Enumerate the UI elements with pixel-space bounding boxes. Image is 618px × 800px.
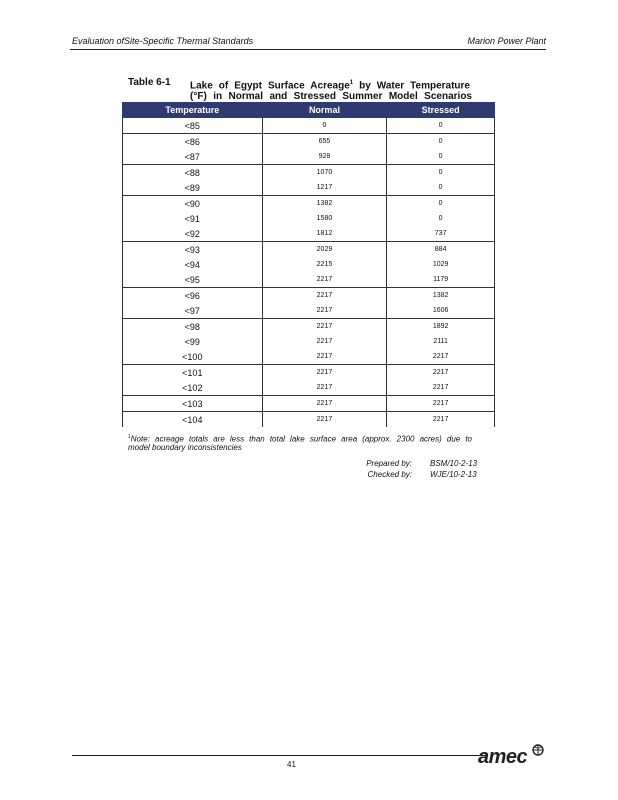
cell-temperature: <86: [123, 134, 263, 150]
cell-temperature: <98: [123, 319, 263, 335]
table-row: [123, 211, 495, 226]
cell-normal: 2029: [262, 242, 387, 258]
cell-stressed: 884: [387, 242, 495, 258]
table-row: [123, 257, 495, 272]
cell-normal: 1070: [262, 165, 387, 181]
cell-temperature: <85: [123, 118, 263, 134]
cell-normal: 2217: [262, 303, 387, 319]
table-row: [123, 196, 495, 212]
cell-temperature: <87: [123, 149, 263, 165]
prepared-checked-block: [360, 458, 480, 480]
footnote-ref: 1: [349, 80, 354, 86]
checked-value: WJE/10-2-13: [430, 470, 477, 479]
column-header-temperature: Temperature: [123, 103, 263, 118]
table-row: [123, 242, 495, 258]
header-rule: [70, 49, 546, 50]
cell-stressed: 2217: [387, 365, 495, 381]
column-header-stressed: Stressed: [387, 103, 495, 118]
cell-stressed: 0: [387, 149, 495, 165]
cell-temperature: <91: [123, 211, 263, 226]
cell-temperature: <95: [123, 272, 263, 288]
cell-temperature: <93: [123, 242, 263, 258]
prepared-value: BSM/10-2-13: [430, 459, 478, 468]
amec-logo: [478, 742, 546, 770]
cell-normal: 2217: [262, 396, 387, 412]
cell-temperature: <103: [123, 396, 263, 412]
cell-stressed: 0: [387, 196, 495, 212]
table-row: [123, 226, 495, 242]
cell-normal: 1812: [262, 226, 387, 242]
footer-rule: [72, 755, 488, 756]
table-row: [123, 165, 495, 181]
cell-stressed: 0: [387, 118, 495, 134]
cell-stressed: 0: [387, 165, 495, 181]
table-row: [123, 319, 495, 335]
table-caption-line2: (°F) in Normal and Stressed Summer Model Scenarios: [190, 91, 472, 102]
cell-normal: 655: [262, 134, 387, 150]
cell-stressed: 2217: [387, 396, 495, 412]
cell-temperature: <96: [123, 288, 263, 304]
cell-temperature: <92: [123, 226, 263, 242]
table-row: [123, 380, 495, 396]
column-header-normal: Normal: [262, 103, 387, 118]
header-document-title: Evaluation ofSite-Specific Thermal Standards: [72, 36, 254, 46]
cell-normal: 0: [262, 118, 387, 134]
logo-text: amec: [478, 746, 528, 768]
cell-stressed: 1892: [387, 319, 495, 335]
cell-stressed: 2111: [387, 334, 495, 349]
cell-stressed: 1029: [387, 257, 495, 272]
checked-label: Checked by:: [367, 470, 412, 479]
cell-temperature: <97: [123, 303, 263, 319]
cell-stressed: 2217: [387, 349, 495, 365]
cell-normal: 2217: [262, 272, 387, 288]
table-row: [123, 134, 495, 150]
cell-stressed: 2217: [387, 380, 495, 396]
table-row: [123, 365, 495, 381]
table-row: [123, 396, 495, 412]
cell-temperature: <102: [123, 380, 263, 396]
cell-normal: 2217: [262, 365, 387, 381]
table-caption-line1: Lake of Egypt Surface Acreage$^1$ by Water Temperature: [190, 80, 470, 92]
cell-stressed: 1382: [387, 288, 495, 304]
cell-normal: 2217: [262, 380, 387, 396]
cell-temperature: <94: [123, 257, 263, 272]
acreage-table: [122, 102, 495, 427]
cell-normal: 1217: [262, 180, 387, 196]
cell-normal: 2215: [262, 257, 387, 272]
cell-normal: 928: [262, 149, 387, 165]
table-row: [123, 303, 495, 319]
cell-normal: 2217: [262, 412, 387, 428]
cell-stressed: 0: [387, 180, 495, 196]
cell-stressed: 1606: [387, 303, 495, 319]
cell-stressed: 0: [387, 211, 495, 226]
cell-stressed: 2217: [387, 412, 495, 428]
cell-temperature: <104: [123, 412, 263, 428]
cell-normal: 2217: [262, 288, 387, 304]
table-row: [123, 349, 495, 365]
page-header: [72, 36, 546, 50]
cell-stressed: 0: [387, 134, 495, 150]
cell-temperature: <88: [123, 165, 263, 181]
table-footnote-cont: model boundary inconsistencies: [128, 443, 242, 452]
cell-temperature: <90: [123, 196, 263, 212]
cell-stressed: 1179: [387, 272, 495, 288]
table-caption-label: Table 6-1: [128, 77, 171, 88]
cell-temperature: <99: [123, 334, 263, 349]
table-row: [123, 180, 495, 196]
header-project-name: Marion Power Plant: [467, 36, 546, 46]
table-header-row: [123, 103, 495, 118]
cell-normal: 1580: [262, 211, 387, 226]
cell-normal: 2217: [262, 319, 387, 335]
table-row: [123, 149, 495, 165]
table-row: [123, 118, 495, 134]
cell-normal: 2217: [262, 349, 387, 365]
table-row: [123, 272, 495, 288]
prepared-label: Prepared by:: [366, 459, 412, 468]
table-footnote: $^1$Note: acreage totals are less than total lake surface area (approx. 2300 acres) due to: [128, 434, 472, 444]
cell-stressed: 737: [387, 226, 495, 242]
table-row: [123, 288, 495, 304]
cell-temperature: <100: [123, 349, 263, 365]
page-number: 41: [287, 760, 296, 769]
cell-temperature: <101: [123, 365, 263, 381]
cell-temperature: <89: [123, 180, 263, 196]
table-row: [123, 412, 495, 428]
table-row: [123, 334, 495, 349]
cell-normal: 1382: [262, 196, 387, 212]
globe-icon: [532, 744, 544, 756]
cell-normal: 2217: [262, 334, 387, 349]
